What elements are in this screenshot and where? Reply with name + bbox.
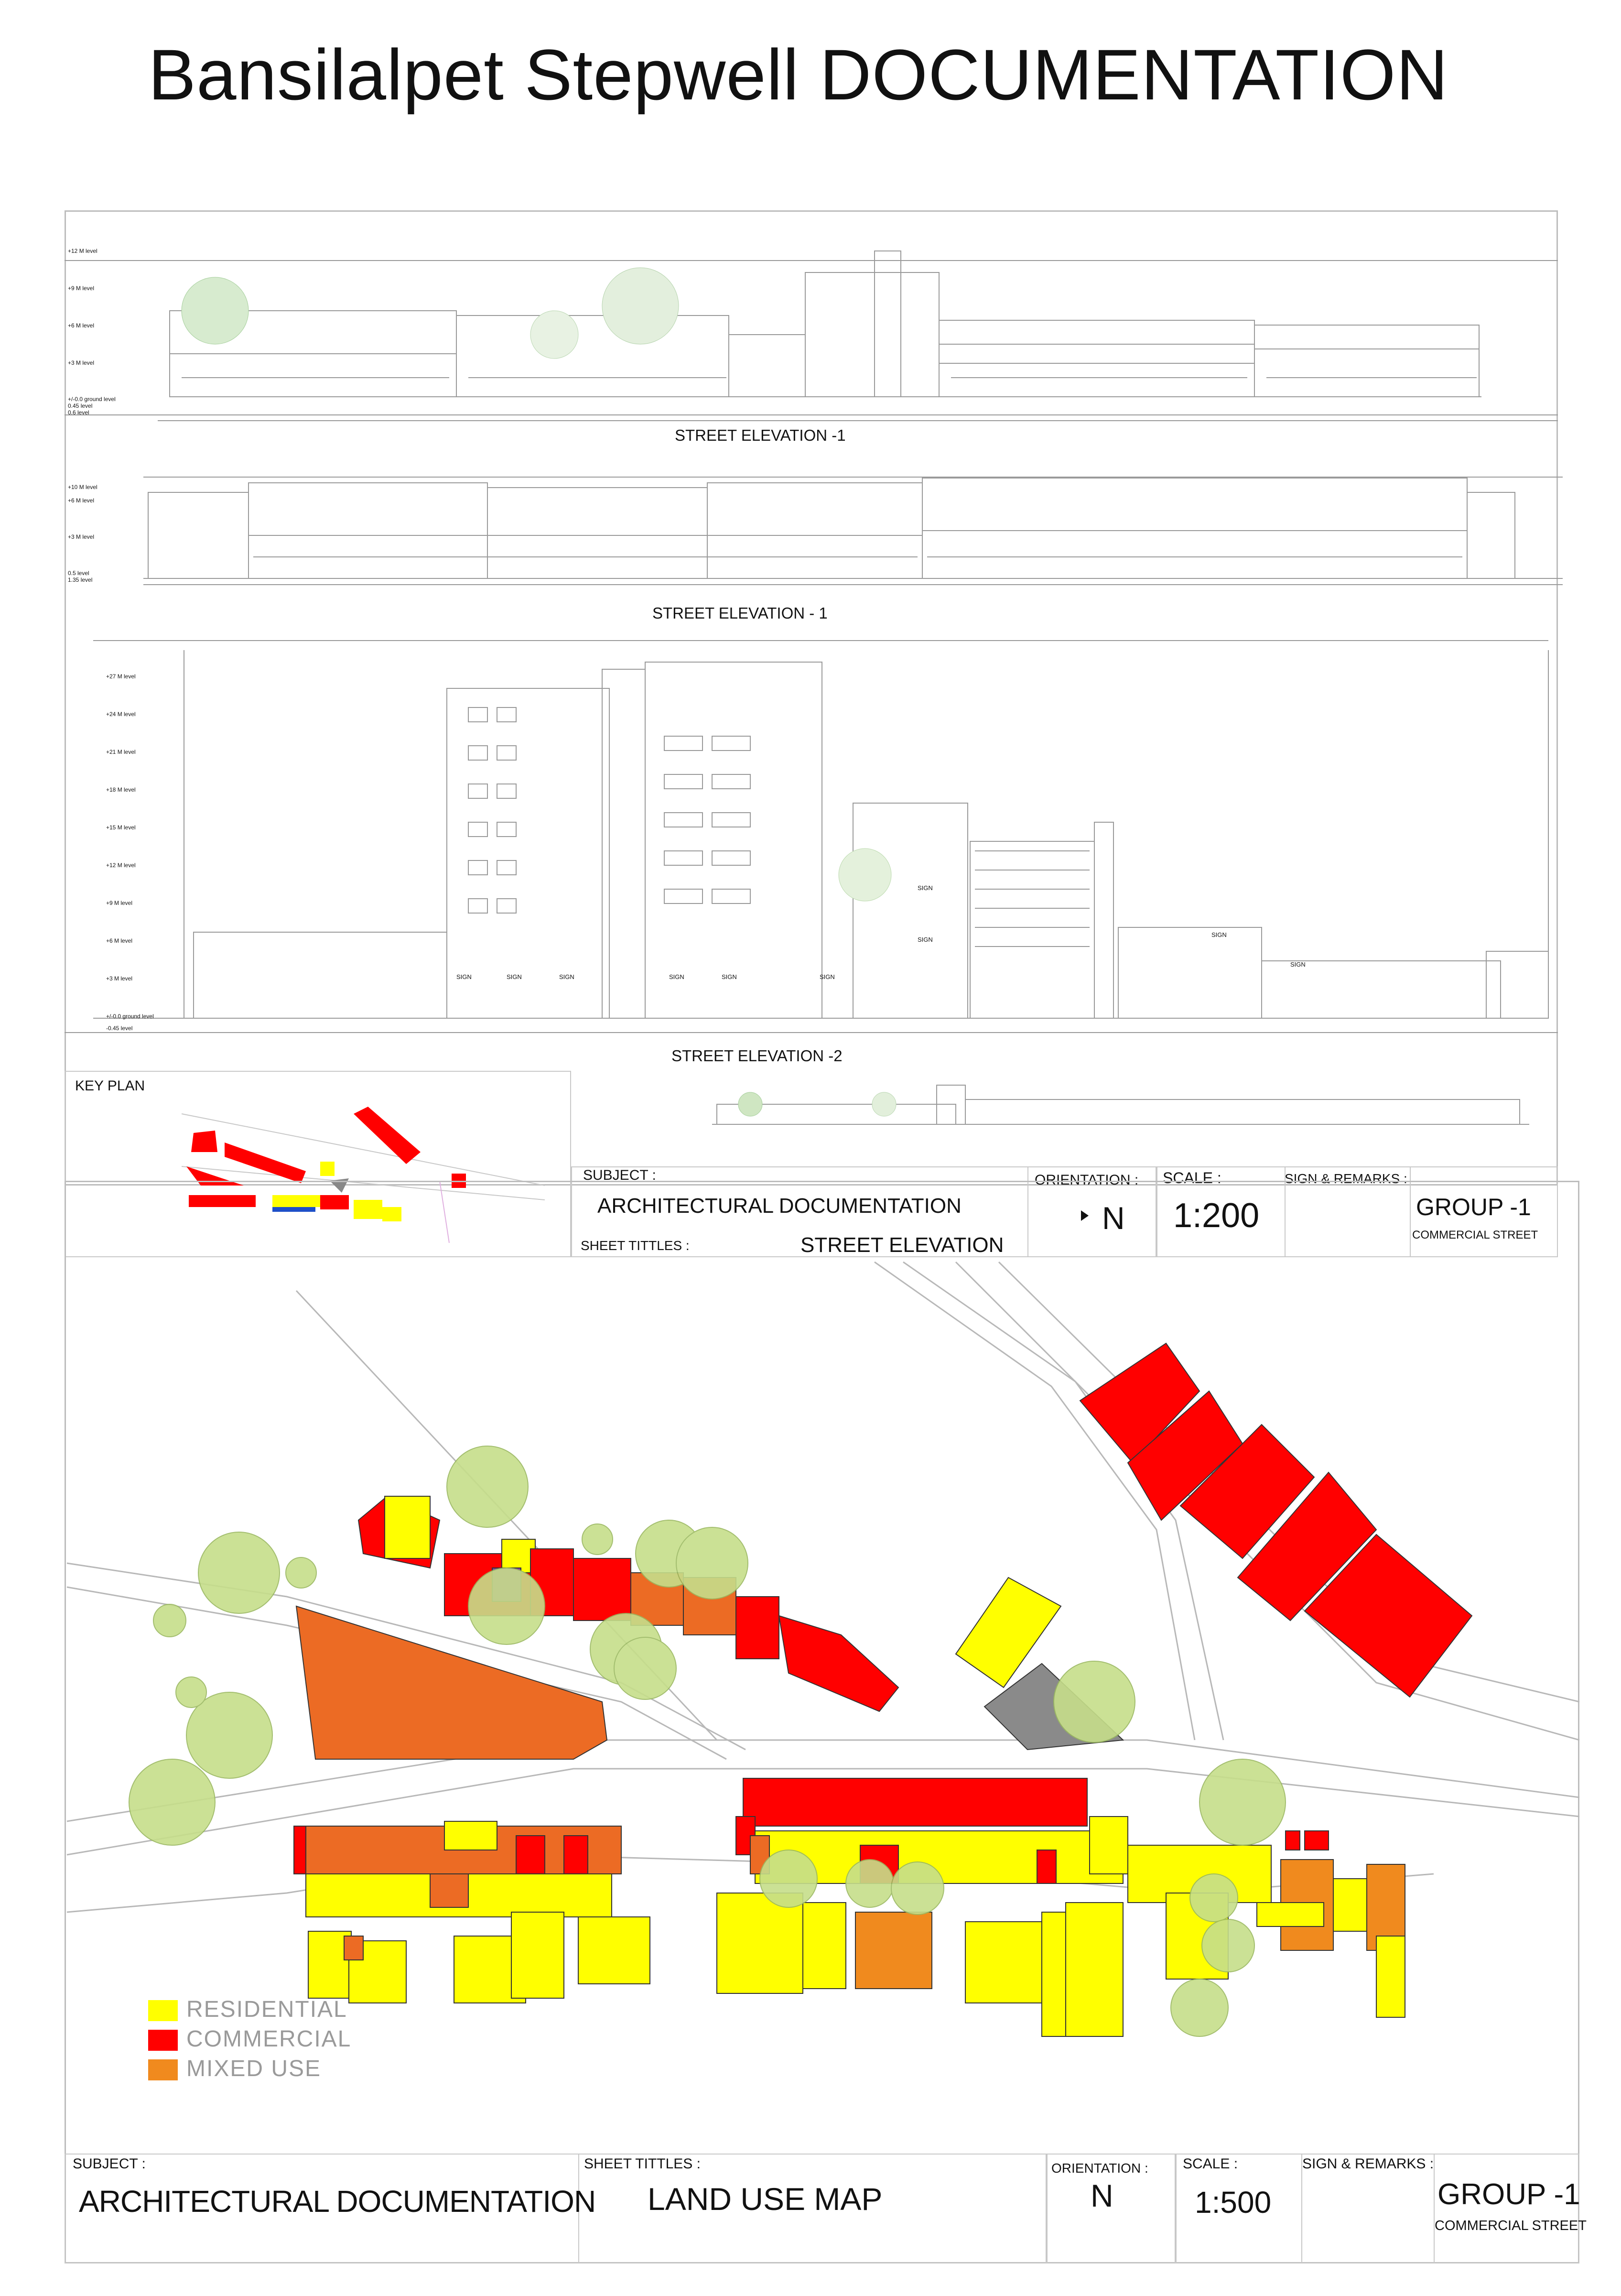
- scale-label: SCALE :: [1163, 1169, 1221, 1186]
- sign-remarks-label: SIGN & REMARKS :: [1302, 2156, 1434, 2172]
- level-label: 0.45 level: [68, 403, 93, 409]
- sign-label: SIGN: [918, 884, 933, 892]
- level-label: +12 M level: [106, 862, 136, 869]
- subject-label: SUBJECT :: [73, 2156, 146, 2172]
- legend-label-mixed-use: MIXED USE: [186, 2056, 322, 2081]
- street-elevation-caption: STREET ELEVATION - 1: [652, 604, 828, 622]
- legend-swatch-residential: [148, 2000, 178, 2021]
- level-label: 0.6 level: [68, 409, 89, 416]
- level-label: +3 M level: [68, 359, 95, 366]
- legend-label-residential: RESIDENTIAL: [186, 1997, 347, 2022]
- level-label: +18 M level: [106, 786, 136, 793]
- group-label: GROUP -1: [1416, 1194, 1531, 1220]
- level-label: +12 M level: [68, 248, 97, 254]
- sign-label: SIGN: [722, 973, 737, 980]
- sign-label: SIGN: [507, 973, 522, 980]
- sign-label: SIGN: [456, 973, 472, 980]
- sign-label: SIGN: [1290, 961, 1306, 968]
- legend-swatch-mixed-use: [148, 2059, 178, 2080]
- level-label: +3 M level: [68, 533, 95, 540]
- key-plan-label: KEY PLAN: [75, 1078, 145, 1094]
- street-elevation-caption: STREET ELEVATION -1: [675, 426, 846, 444]
- level-label: +10 M level: [68, 484, 97, 490]
- scale-value: 1:500: [1195, 2185, 1272, 2220]
- legend-swatch-commercial: [148, 2030, 178, 2051]
- level-label: +3 M level: [106, 975, 133, 982]
- legend-label-commercial: COMMERCIAL: [186, 2026, 352, 2052]
- orientation-label: ORIENTATION :: [1035, 1172, 1139, 1188]
- north-label: N: [1091, 2178, 1113, 2213]
- group-subtitle: COMMERCIAL STREET: [1435, 2218, 1587, 2233]
- subject-value: ARCHITECTURAL DOCUMENTATION: [597, 1194, 962, 1218]
- level-label: +6 M level: [68, 322, 95, 329]
- sheet-titles-label: SHEET TITTLES :: [584, 2156, 701, 2172]
- sheet-title-value: LAND USE MAP: [648, 2181, 883, 2217]
- street-elevation-caption: STREET ELEVATION -2: [671, 1047, 843, 1065]
- orientation-label: ORIENTATION :: [1051, 2161, 1148, 2176]
- page-title: Bansilalpet Stepwell DOCUMENTATION: [148, 34, 1448, 115]
- level-label: +27 M level: [106, 673, 136, 680]
- sheet-titles-label: SHEET TITTLES :: [581, 1238, 690, 1253]
- scale-value: 1:200: [1173, 1197, 1260, 1235]
- level-label: +21 M level: [106, 749, 136, 755]
- level-label: +6 M level: [106, 937, 133, 944]
- level-label: +6 M level: [68, 497, 95, 504]
- level-label: +9 M level: [106, 900, 133, 906]
- sign-label: SIGN: [1211, 931, 1227, 938]
- level-label: +24 M level: [106, 711, 136, 718]
- sign-remarks-label: SIGN & REMARKS :: [1285, 1171, 1407, 1186]
- level-label: +15 M level: [106, 824, 136, 831]
- level-label: -0.45 level: [106, 1025, 133, 1032]
- north-label: N: [1102, 1200, 1125, 1236]
- sign-label: SIGN: [559, 973, 574, 980]
- sign-label: SIGN: [918, 936, 933, 943]
- level-label: 1.35 level: [68, 577, 93, 583]
- group-subtitle: COMMERCIAL STREET: [1412, 1229, 1538, 1241]
- level-label: +/-0.0 ground level: [68, 396, 116, 403]
- subject-label: SUBJECT :: [583, 1167, 656, 1183]
- sign-label: SIGN: [669, 973, 684, 980]
- level-label: +9 M level: [68, 285, 95, 292]
- sheet-title-value: STREET ELEVATION: [800, 1233, 1004, 1257]
- scale-label: SCALE :: [1183, 2156, 1238, 2172]
- level-label: 0.5 level: [68, 570, 89, 577]
- level-label: +/-0.0 ground level: [106, 1013, 154, 1020]
- subject-value: ARCHITECTURAL DOCUMENTATION: [79, 2184, 596, 2219]
- group-label: GROUP -1: [1437, 2178, 1580, 2211]
- sign-label: SIGN: [820, 973, 835, 980]
